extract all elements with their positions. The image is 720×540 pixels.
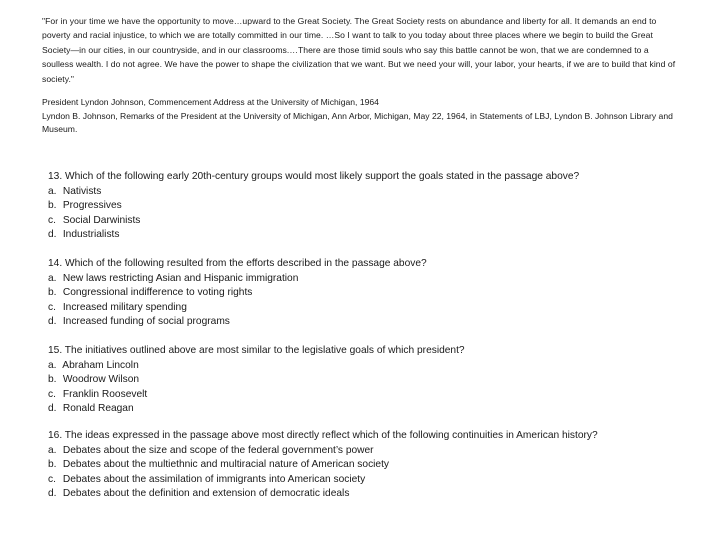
option-letter: a. [48,444,57,456]
answer-option-c [48,301,427,316]
option-text: Progressives [62,200,122,211]
answer-option-d [48,487,598,502]
option-text: Woodrow Wilson [62,374,140,385]
passage-attribution: President Lyndon Johnson, Commencement Address at the University of Michigan, 1964 [42,97,379,107]
answer-option-a [48,359,465,374]
answer-option-d [48,228,579,243]
option-text: Increased military spending [62,301,187,313]
answer-option-a [48,272,427,287]
question-stem: 13. Which of the following early 20th-century groups would most likely support the goals stated in the passage above? [48,171,580,182]
option-text: Increased funding of social programs [62,316,230,327]
option-text: Abraham Lincoln [62,359,139,371]
question-15 [48,344,465,417]
option-letter: b. [48,374,57,385]
answer-option-b [48,199,579,214]
answer-option-d [48,315,427,330]
option-letter: c. [48,301,56,313]
question-16 [48,429,598,502]
option-letter: b. [48,200,57,211]
question-stem: 15. The initiatives outlined above are most similar to the legislative goals of which president? [48,345,465,356]
option-text: Franklin Roosevelt [62,388,148,400]
question-13 [48,170,579,243]
option-letter: c. [48,473,56,485]
passage-source [42,96,682,137]
question-14 [48,257,427,330]
option-letter: d. [48,316,57,327]
question-stem: 16. The ideas expressed in the passage above most directly reflect which of the following continuities in American history? [48,430,598,441]
option-text: Debates about the size and scope of the federal government’s power [62,444,374,456]
option-text: Industrialists [62,229,120,240]
answer-option-c [48,214,579,229]
option-text: Nativists [62,185,102,197]
option-letter: b. [48,459,57,470]
question-stem: 14. Which of the following resulted from the efforts described in the passage above? [48,258,427,269]
answer-option-a [48,185,579,200]
option-letter: d. [48,403,57,414]
option-text: Debates about the definition and extension of democratic ideals [62,488,350,499]
answer-option-c [48,388,465,403]
option-letter: d. [48,488,57,499]
option-text: Ronald Reagan [62,403,134,414]
option-text: Debates about the assimilation of immigrants into American society [62,473,366,485]
option-letter: b. [48,287,57,298]
answer-option-b [48,458,598,473]
answer-option-b [48,286,427,301]
option-letter: a. [48,272,57,284]
passage-quote: "For in your time we have the opportunity to move…upward to the Great Society. The Great Society rests on abundance and liberty for all. It demands an end to poverty and racial injustice, to which we are totally committed in our time. …So I want to talk to you today about three places where we begin to build the Great Society—in our cities, in our countryside, and in our classrooms.…There are those timid souls who say this battle cannot be won, that we are condemned to a soulless wealth. I do not agree. We have the power to shape the civilization that we want. But we need your will, your labor, your hearts, if we are to build that kind of society." [42,16,676,84]
option-letter: d. [48,229,57,240]
option-text: Social Darwinists [62,214,141,226]
answer-option-a [48,444,598,459]
option-letter: c. [48,214,56,226]
option-letter: a. [48,185,57,197]
answer-option-b [48,373,465,388]
option-text: New laws restricting Asian and Hispanic immigration [62,272,299,284]
option-letter: c. [48,388,56,400]
option-text: Congressional indifference to voting rights [62,287,253,298]
passage-citation: Lyndon B. Johnson, Remarks of the President at the University of Michigan, Ann Arbor, Michigan, May 22, 1964, in Statements of LBJ, Lyndon B. Johnson Library and Museum. [42,110,673,135]
answer-option-d [48,402,465,417]
option-text: Debates about the multiethnic and multiracial nature of American society [62,459,390,470]
answer-option-c [48,473,598,488]
option-letter: a. [48,359,57,371]
